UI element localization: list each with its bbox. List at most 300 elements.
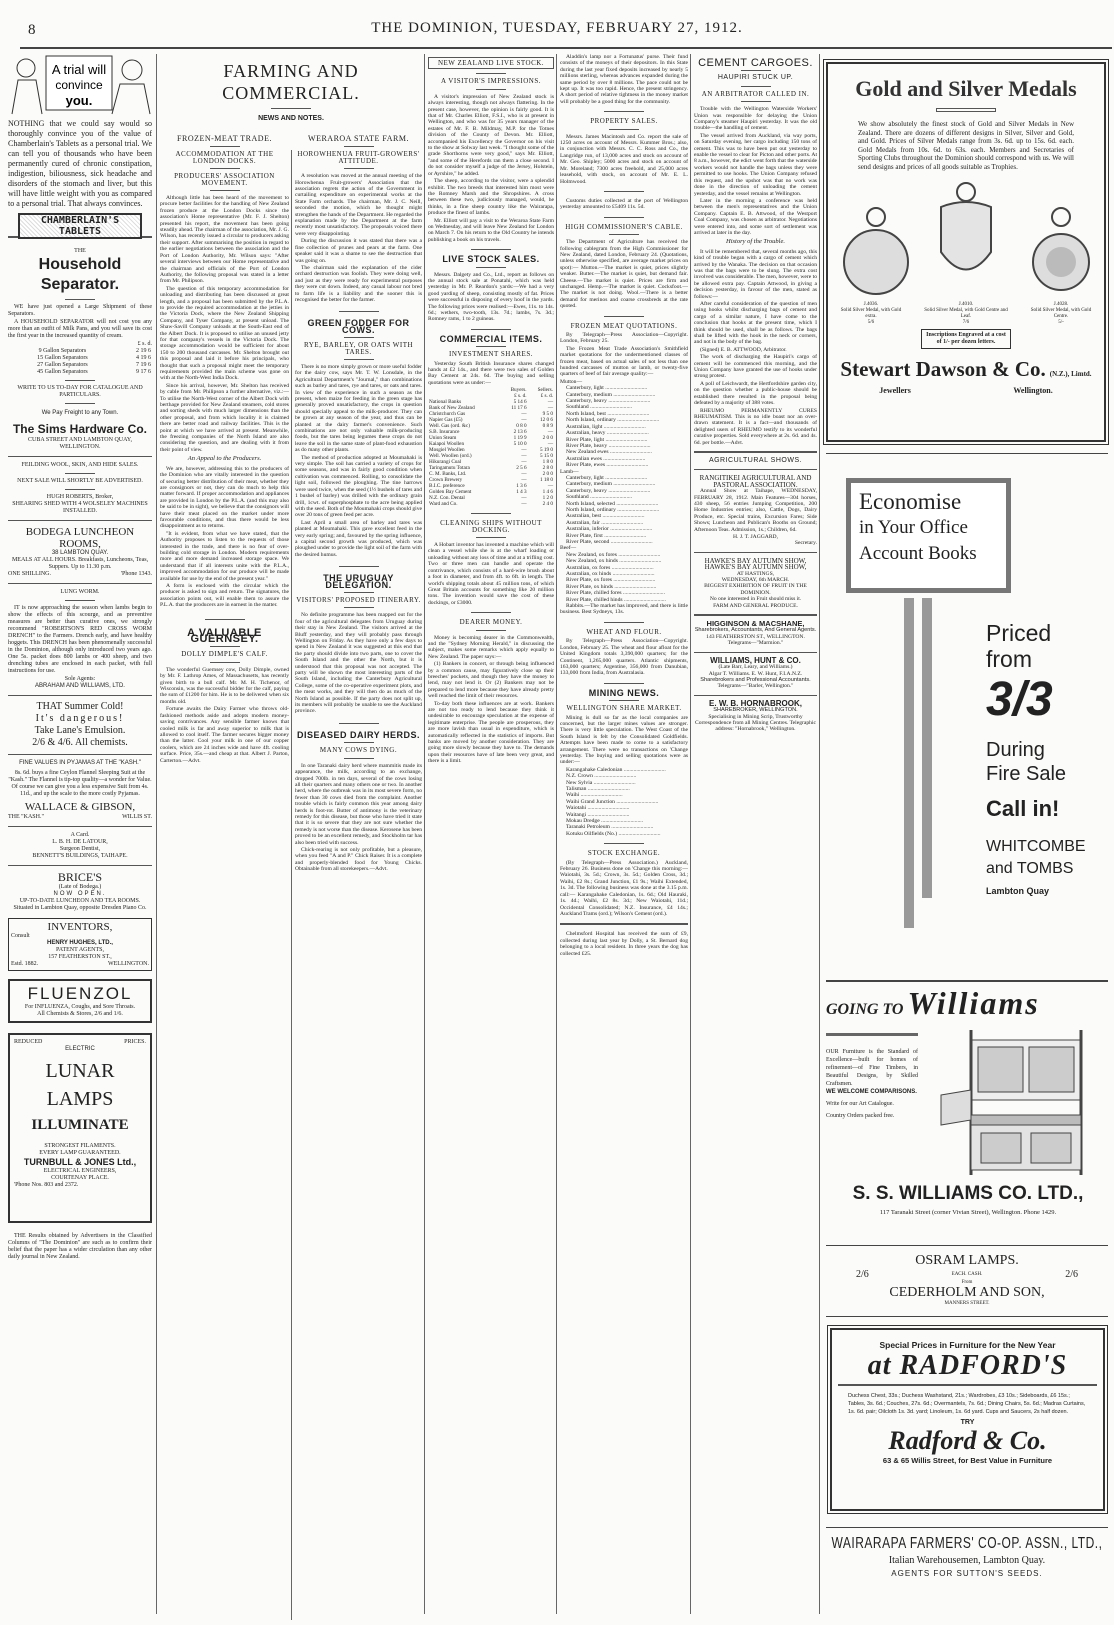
list-item-label: Australian, heavy <box>566 430 606 437</box>
price: 7 19 6 <box>136 362 151 368</box>
list-item-label: Canterbury, medium <box>566 391 612 398</box>
ad-address: 143 FEATHERSTON ST., WELLINGTON. <box>706 633 805 640</box>
article-title: STOCK EXCHANGE. <box>587 849 661 858</box>
sellers: — <box>547 483 553 490</box>
list-item-label: River Plate, chilled hinds <box>566 596 623 603</box>
paragraph: Fortune awaits the Dairy Farmer who throws old-fashioned methods aside and adopts modern money-saving contrivances. Any sensible farmer knows that cooled milk is far and away superior to milk that is allowed to cool itself. The farmer secures bigger money than the latter. Cool your milk in one of our copper coolers, which are 24 inches wide and have 4ft. cooling surface. Price, 35s.—and cheap at that. Albert J. Parton, Carterton.—Advt. <box>160 706 289 764</box>
sellers: 5 15 0 <box>540 453 553 460</box>
ad-text: PRICES. <box>124 1039 146 1045</box>
ad-open: NOW OPEN. <box>53 891 107 897</box>
paragraph: A form is enclosed with the circular which the producer is asked to sign and return. The signatures, the association points out, will enable them to assure the P.L.A. that the producers are in earnest in the matter. <box>160 583 289 609</box>
column-livestock <box>428 54 554 1622</box>
list-item-label: River Plate, first <box>566 532 603 539</box>
item: 27 Gallon Separators <box>37 362 88 368</box>
paragraph: The vessel arrived from Auckland, via way ports, on Saturday evening, her cargo including 150 tons of cement. This was to have been put out yesterday to enable the vessel to clear for Picton and other ports. At 8 a.m., however, the edict went forth that the waterside workers would not handle the bags unless they were permitted to use hooks. The Union Company refused this request, and the upshot was that no work was done in the direction of unloading the cement yesterday, and the vessel remains at Wellington. <box>694 132 817 197</box>
article-subtitle: HAUPIRI STUCK UP. <box>717 74 794 82</box>
ad-text: Write for our Art Catalogue. <box>826 1101 894 1107</box>
ad-text: During <box>986 739 1045 761</box>
article-subtitle: INVESTMENT SHARES. <box>449 350 533 359</box>
article-title: WERAROA STATE FARM. <box>308 134 409 143</box>
article-title: MINING NEWS. <box>588 687 660 698</box>
ad-body: For INFLUENZA, Coughs, and Sore Throats. <box>24 1004 136 1010</box>
ad-estd: Estd. 1882. <box>11 961 39 967</box>
list-item-label: North Island, ordinary <box>566 506 616 513</box>
furniture-settle-illustration-icon <box>936 1025 1106 1175</box>
williams-hunt-ad <box>694 655 817 690</box>
ad-role: Sharebrokers and Professional Accountants. <box>700 676 811 683</box>
list-item: Australian, ox hinds .............................. <box>566 571 655 578</box>
ad-price: ONE SHILLING. <box>8 571 51 577</box>
article-title: AGRICULTURAL SHOWS. <box>708 456 803 464</box>
ad-role: Sharebrokers, Accountants, And General Agents. <box>694 627 817 634</box>
list-item: Taranaki Petroleum .............................. <box>566 824 654 831</box>
article-title: DEARER MONEY. <box>459 618 523 627</box>
ad-location: Situated in Lambton Quay, opposite Dresden Piano Co. <box>13 905 147 911</box>
paragraph: The question of this temporary accommodation for unloading and distributing has been discussed at great length, and a proposal has been submitted by the P.L.A. to provide the required accommodation at the jetties in the Victoria Dock, where the New Zealand Shipping Company, and Tyser Company, at present unload. The Shaw-Savill Company unloads at the South-East end of the Albert Dock. It is proposed to utilise an unused jetty for that company's vessels in the Victoria Dock. The storage accommodation would be sufficient for about 150 to 200 thousand carcasses. Mr. Shelton brought out this proposal and laid it before his principals, who thought that such a proposal might meet the temporary requirements provided the main scheme was gone on with at the North-West India Dock. <box>160 285 289 382</box>
ad-line: 2/6 & 4/6. All chemists. <box>32 737 128 748</box>
list-item: Canterbury, light .............................. <box>566 385 648 392</box>
article-title: LIVE STOCK SALES. <box>442 254 540 265</box>
sign-text: Account Books <box>859 543 977 564</box>
buyers: 2 5 6 <box>516 465 527 472</box>
divider <box>8 520 152 521</box>
separator-price-table <box>8 348 152 376</box>
share-name: B.I.C. preference <box>429 483 465 490</box>
list-item-label: Canterbury, heavy <box>566 398 607 405</box>
list-item-label: Mokau Dredge <box>566 818 600 825</box>
article-subtitle: PRODUCERS' ASSOCIATION MOVEMENT. <box>174 172 275 187</box>
buyers: 5 14 6 <box>513 399 527 406</box>
article-title: A VALUABLE GUERNSEY. <box>187 626 262 646</box>
sellers: — <box>547 429 553 436</box>
paragraph: In one Taranaki dairy herd where mammitis made its appearance, the milk, according to an exchange, dropped 700lb. in ten days, several of the cows losing all their quarters and many others one or two. In another herd, where the outbreak was in its most severe form, no fewer than 30 cows died from the complaint. Another trouble which is fairly common this year among dairy herds is foot-rot. Butter of antimony is the veterinary remedy for this disease, but those who have tried it state that it is so severe that they are not sure whether the remedy is not worse than the disease. Kerosene has been proved to be an excellent remedy, and Stockholm tar has also been tried with success. <box>295 762 422 846</box>
ad-text: AT HASTINGS, <box>736 570 775 577</box>
buyers: — <box>521 459 527 466</box>
list-item-label: N.Z. Crown <box>566 773 593 780</box>
brices-ad <box>8 871 152 912</box>
list-item: River Plate, first .............................. <box>566 532 647 539</box>
article-title: PROPERTY SALES. <box>590 117 658 126</box>
list-item-label: Southland <box>566 494 589 501</box>
ad-body: Duchess Chest, 33s.; Duchess Washstand, 21s.; Wardrobes, £3 10s.; Sideboards, £6 15s.; Tables, 3s. 6d.; Couches, 27s. 6d.; Overmantels, 7s. 6d.; Dining Chairs, 5s. 6d.; Madras Curtains, 1s. 6d. pair; Oilcloth 1s. 3d. yard; Linoleum, 1s. 6d yard. Cups and Saucers, 2s half dozen. <box>848 1393 1086 1415</box>
list-item: Talisman .............................. <box>566 786 630 792</box>
hornabrook-ad <box>694 698 817 733</box>
ad-company: HENRY HUGHES, LTD., <box>47 940 113 946</box>
sellers: 1 2 0 <box>542 495 553 502</box>
left-ad-column <box>8 54 152 1624</box>
buyers: 1 19 9 <box>513 435 527 442</box>
list-item: North Island, selected .............................. <box>566 500 659 507</box>
ad-freight: We Pay Freight to any Town. <box>41 410 119 416</box>
inscriptions-note: Inscriptions Engraved at a cost of 1/- per dozen letters. <box>921 329 1011 349</box>
ad-name: L. B. H. DE LATOUR, <box>52 839 108 845</box>
ad-agents: ABRAHAM AND WILLIAMS, LTD. <box>35 683 125 689</box>
ad-text: WE WELCOME COMPARISONS. <box>826 1089 917 1095</box>
ad-body: OUR Furniture is the Standard of Excellence—built for homes of refinement—of Fine Timbers, in Beautiful Designs, by Skilled Craftsmen. <box>826 1049 918 1087</box>
quotation-list <box>560 385 688 468</box>
chamberlain-logo: CHAMBERLAIN'S TABLETS <box>18 213 142 239</box>
ad-text: NEXT SALE WILL SHORTLY BE ADVERTISED. <box>17 478 143 484</box>
ad-text: GOING TO <box>826 1001 904 1018</box>
farming-section-header <box>160 60 422 122</box>
share-name: Well. Woollen (ord.) <box>429 453 472 460</box>
ad-label: Sole Agents: <box>64 676 96 682</box>
ad-line: It's dangerous! <box>35 713 125 724</box>
list-item-label: Australian, fair <box>566 519 600 526</box>
ad-price: 2/6 <box>856 1269 869 1280</box>
list-item-label: Australian, best <box>566 513 602 520</box>
buyers: 5 10 0 <box>513 441 527 448</box>
list-item-label: River Plate, ewes <box>566 462 605 469</box>
column-weraroa <box>295 133 422 1623</box>
column-cement <box>694 54 817 1622</box>
ad-cta: WRITE TO US TO-DAY FOR CATALOGUE AND PARTICULARS. <box>17 385 143 398</box>
article-title: COMMERCIAL ITEMS. <box>439 333 543 344</box>
sellers: — <box>547 399 553 406</box>
list-item: New Zealand, ox fores .............................. <box>566 551 661 558</box>
page-number: 8 <box>28 22 36 38</box>
paragraph: Mr. Elliott will pay a visit to the Weraroa State Farm on Wednesday, and will leave New Zealand for London on March 7. On his return to the Old Country he intends publishing a book on his travels. <box>428 217 554 243</box>
list-item: Kotuku Oilfields (No.) .............................. <box>566 830 661 837</box>
article-title: HIGH COMMISSIONER'S CABLE. <box>565 222 683 231</box>
ad-text: ELECTRICAL ENGINEERS, <box>43 1168 117 1174</box>
paragraph: A visitor's impression of New Zealand stock is always interesting, though not always flattering. In the present case, however, the opinion is fairly good. It is that of Mr. Charles Elliott, F.S.I., who is at present in Wellington, and who was for 35 years manager of the estates of Mr. F. B. Mildmay, M.P. for the Totnes division of the County of Devon. Mr. Elliott, accompanied his Excellency the Governor on his visit to the show at Solway last week. "I thought some of the grade Shorthorns were very good," says Mr. Elliott, "and some of the Herefords ran them a close second. I do not consider myself a judge of the Jersey, Holstein, or Ayrshire," he added. <box>428 93 554 177</box>
article-body: The Frozen Meat Trade Association's Smithfield market quotations for the undermentioned classes of frozen meat, based on actual sales of not less than one hundred carcasses of mutton or lamb, or twenty-five quarters of beef of fair average quality:— <box>560 345 688 378</box>
article-body <box>160 667 289 764</box>
paragraph: Trouble with the Wellington Waterside Workers' Union was responsible for delaying the Union Company's steamer Haupiri yesterday. It was the old trouble—the handling of cement. <box>694 106 817 132</box>
medal-item <box>921 302 1011 349</box>
lungworm-ad <box>8 589 152 690</box>
ad-intro: WE have just opened a Large Shipment of these Separators. <box>8 304 152 317</box>
list-item-label: River Plate, chilled fores <box>566 590 622 597</box>
share-name: Crown Brewery <box>429 477 463 484</box>
divider <box>8 695 152 696</box>
list-item: New Zealand ewes .............................. <box>566 449 652 456</box>
list-item: Waiotahi .............................. <box>566 805 630 812</box>
buyers: — <box>521 495 527 502</box>
sellers: 1 8 0 <box>542 459 553 466</box>
article-body <box>428 94 554 243</box>
paragraph: "It is evident, from what we have stated, that the Authority proposes to listen to the requests of those interested in the trade, and there is no fear of over-building cold storage in London. Modern requirements more and more demand increased storage space. We understand that if all interests unite with the P.L.A., improved accommodation for our produce will be made available for use by the end of the present year." <box>160 530 289 582</box>
paragraph: (1) Bankers in concert, or through being influenced by a common cause, may figuratively close up their breeches' pockets, and though they have the money to lend, may not lend it. Or (2) Bankers may not be prepared to lend more because they have already pretty well reached the limit of their resources. <box>428 661 554 700</box>
sign-post-icon <box>922 598 932 898</box>
list-item: River Plate, heavy .............................. <box>566 442 651 449</box>
article-body: Messrs. James Macintosh and Co. report the sale of 1250 acres on account of Messrs. Kummer Bros.; also, in conjunction with Messrs. C. C. Ross and Co., the Langridge run, of 13,000 acres and stock on account of Mr. Geo. Shipley; 5000 acres and stock on account of Mr. Moreland; 7300 acres freehold, and 25,000 acres leasehold, with stock, on account of Mr. E. L. Holmwood. <box>560 133 688 185</box>
ad-text: WEDNESDAY, 6th MARCH. <box>721 577 790 584</box>
sellers: 0 8 9 <box>542 423 553 430</box>
share-name: Bank of New Zealand <box>429 405 475 412</box>
ad-title: HAWKE'S BAY AUTUMN SHOW, <box>704 563 807 572</box>
list-item-label: Southland <box>566 404 589 411</box>
article-subhead: History of the Trouble. <box>726 238 785 246</box>
paragraph: Since his arrival, however, Mr. Shelton has received by cable from Mr. Philipson a further alternative, viz.:—To utilise the North-West corner of the Albert Dock with berthage provided for New Zealand steamers, cold stores and sorting sheds with much larger dimensions than the other proposal, and from which locality it is claimed there are better road and railway facilities. This is the point at which we have arrived at present. Meanwhile, the freezing companies of the North Island are also considering the question, and are dealing with it from their point of view. <box>160 382 289 453</box>
rangitikei-ad <box>694 475 817 546</box>
masthead-title: THE DOMINION, TUESDAY, FEBRUARY 27, 1912. <box>371 20 743 36</box>
svg-text:convince: convince <box>55 78 103 92</box>
section-title: FARMING AND COMMERCIAL. <box>222 61 360 103</box>
list-item: Southland .............................. <box>566 494 633 501</box>
list-item: Australian, best .............................. <box>566 513 645 520</box>
ad-text: Fire Sale <box>986 763 1067 785</box>
paragraph: RHEUMO PERMANENTLY CURES RHEUMATISM. This is no idle boast nor an over-drawn statement. It is a fact—and thousands of delighted users of RHEUMO testify to its wonderful curative properties. Sold everywhere at 2s. 6d. and 4s. 6d. per bottle.—Advt. <box>694 407 817 446</box>
ad-role: PATENT AGENTS, <box>55 947 104 953</box>
list-item: River Plate, ewes .............................. <box>566 462 649 469</box>
ad-company: and TOMBS <box>986 860 1074 877</box>
ad-address: 157 FEATHERSTON ST., <box>48 954 112 960</box>
results-notice: THE Results obtained by Advertisers in the Classified Columns of "The Dominion" are such as to confirm their belief that the paper has a wider circulation than any other daily journal in New Zealand. <box>8 1233 152 1260</box>
paragraph: There is no more simply grown or more useful fodder for the dairy cow, says Mr. T. W. Lonsdale, in the Agricultural Department's "Journal," than combinations such as barley and tares, rye and tares, or oats and tares. In view of the experience in such a season as the present, when maize for feeding in the green stage has generally proved unsatisfactory, the crops in question should specially appeal to the milk-producer. They can be grown at any season of the year, and thus can be planted at the dairy farmer's convenience. Such combinations are not only valuable milk-producing foods, but the tares being legumes these crops do not leave the soil in the same state of plant-food exhaustion as do many other plants. <box>295 363 422 454</box>
medal-price: 7/6 <box>962 320 970 325</box>
paragraph: To-day both these influences are at work. Bankers are not too ready to lend because they think it undesirable to encourage speculation at the expense of legitimate enterprise. The people are prosperous, they are more lavish than usual in expenditure, which is automatically reflected in the statistics of imports. But banks are moved by another consideration. They are going more slowly because they have to. The demands upon their resources have of late been very great, and there is a limit. <box>428 700 554 765</box>
chamberlain-ad <box>8 54 152 237</box>
paragraph: The method of production adopted at Moumahaki is very simple. The soil has carried a variety of crops for some seasons, and was in fairly good condition when cultivation was commenced. Rolling, to consolidate the light soil, followed the ploughing. The tine harrows were used twice, when the seed (1½ bushels of tares and 1 bushel of barley) was drilled with the ordinary grain drill, 1cwt. of superphosphate to the acre being applied with the seed. Both of the Moumahaki crops should give over 20 tons of green feed per acre. <box>295 454 422 519</box>
article-title: FROZEN MEAT QUOTATIONS. <box>570 321 678 330</box>
sellers: 2 0 0 <box>542 471 553 478</box>
ss-williams-ad <box>826 985 1110 1230</box>
economise-sign <box>846 478 1011 593</box>
list-item: Waihi .............................. <box>566 792 623 799</box>
paragraph: No definite programme has been mapped out for the four of the agricultural delegates from Uruguay during their stay in New Zealand. The visitors arrived at the Bluff yesterday, and they will probably pass through Wellington on Friday. As they have only a few days to spend in New Zealand it was suggested at this end that the party should divide into two parts, one to cover the South Island and the other the North, but it is understood that this proposal was not accepted. The party will be shown the most interesting parts of the South Island, including the Canterbury Agricultural College, some of the co-operative experiment plots, and the meat works, and they will then do as much of the North Island as possible. If the party does not split up, its members will probably be unable to see the Auckland province. <box>295 612 422 715</box>
ad-role: Surgeon Dentist, <box>59 846 101 852</box>
ad-address: BENNETT'S BUILDINGS, TAIHAPE. <box>32 853 128 859</box>
ad-body: MEALS AT ALL HOURS. Breakfasts, Luncheons, Teas, Suppers. Up to 11.30 p.m. <box>11 557 149 570</box>
wairarapa-farmers-ad <box>826 1535 1108 1595</box>
list-item: Australian, inferior .............................. <box>566 526 653 533</box>
ad-address: 38 LAMBTON QUAY. <box>51 550 109 556</box>
list-item-label: Talisman <box>566 786 587 792</box>
article-body <box>428 635 554 765</box>
price: 4 19 6 <box>136 355 151 361</box>
chamberlain-headline: A trial will <box>51 62 107 77</box>
article-subtitle: ACCOMMODATION AT THE LONDON DOCKS. <box>175 150 274 165</box>
article-body: Chelmsford Hospital has received the sum of £9, collected during last year by Dolly, a St. Bernard dog belonging to a local resident. In three years the dog has collected £25. <box>560 931 688 957</box>
list-item-label: North Island, ordinary <box>566 417 616 424</box>
column-rule <box>291 150 292 1620</box>
ad-body: A HOUSEHOLD SEPARATOR will not cost you any more than an outfit of Milk Pans, and you will save its cost the first year in the increased quantity of cream. <box>8 319 152 339</box>
article-subtitle: HOROWHENUA FRUIT-GROWERS' ATTITUDE. <box>297 150 420 165</box>
list-item-label: North Island, best <box>566 410 606 417</box>
ad-title: FEILDING WOOL, SKIN, AND HIDE SALES. <box>21 462 139 468</box>
ad-title: OSRAM LAMPS. <box>915 1253 1019 1268</box>
whitcombe-tombs-ad <box>826 460 1108 980</box>
list-item: Canterbury, heavy .............................. <box>566 398 651 405</box>
hawkes-bay-ad <box>694 558 817 609</box>
ad-company: TURNBULL & JONES Ltd., <box>23 1157 137 1167</box>
item: 15 Gallon Separators <box>37 355 88 361</box>
list-item: Waitangi .............................. <box>566 811 630 818</box>
medal-price: 5/6 <box>867 320 875 325</box>
ad-title: BODEGA LUNCHEON ROOMS, <box>25 526 135 550</box>
list-item-label: Canterbury, heavy <box>566 487 607 494</box>
article-body <box>694 249 817 446</box>
ad-text: BIGGEST EXHIBITION OF FRUIT IN THE DOMINION. <box>704 583 807 596</box>
ad-text: FARM AND GENERAL PRODUCE. <box>713 602 798 609</box>
ad-kicker: A Card. <box>70 832 90 838</box>
article-body: Customs duties collected at the port of Wellington yesterday amounted to £5409 11s. 5d. <box>560 197 688 211</box>
list-item: River Plate, second .............................. <box>566 539 653 545</box>
ad-text: COURTENAY PLACE. <box>51 1175 109 1181</box>
paragraph: A poll of Leichwardt, the Hertfordshire garden city, on the question whether a public-house should be established there resulted in the proposal being defeated by a majority of 388 votes. <box>694 380 817 407</box>
share-name: S.B. Insurance <box>429 429 460 436</box>
list-item: Australian, heavy .............................. <box>566 430 649 437</box>
list-item-label: New Zealand ewes <box>566 449 609 456</box>
article-body <box>160 466 289 609</box>
article-body <box>160 195 289 453</box>
article-title: DISEASED DAIRY HERDS. <box>296 729 421 740</box>
ad-headline: LUNAR <box>45 1060 115 1082</box>
list-item-label: New Sylvia <box>566 779 593 786</box>
ad-body: Specialising in Mining Scrip, Trustworthy Correspondence from all Mining Centres. Telegraphic address: "Hornabrook," Wellington. <box>695 713 816 733</box>
ad-role: SHAREBROKER, WELLINGTON. <box>713 707 798 714</box>
column-rule <box>819 54 820 1614</box>
section-subtitle: NEWS AND NOTES. <box>258 115 324 122</box>
latour-ad <box>8 832 152 860</box>
ad-broker: HUGH ROBERTS, Broker, <box>46 494 114 500</box>
medal-desc: Solid Silver Medal, with Gold Centre. <box>1030 308 1092 319</box>
list-label: Beef— <box>560 545 577 552</box>
investment-shares-table <box>428 387 554 507</box>
ad-title: BRICE'S <box>57 870 103 884</box>
ad-body: IT is now approaching the season when lambs begin to show the effects of this scourge, and as preventive measures are better than curative ones, we strongly recommend "ROBERTSON'S RED CROSS WORM DRENCH" to the Farmers. Drench early, and have healthy hoggets. This DRENCH has been phenomenally successful in the Dominion, although only introduced two years ago. One 5s. packet does 800 lambs or 400 sheep, and two drenching tubes are enclosed in each packet, with full instructions for use. <box>8 605 152 674</box>
share-name: Golden Bay Cement <box>429 489 472 496</box>
list-item: Canterbury, medium .............................. <box>566 391 656 398</box>
list-item-label: Canterbury, light <box>566 474 604 481</box>
divider <box>8 583 152 584</box>
list-item: Mokau Dredge .............................. <box>566 818 644 825</box>
sellers: — <box>547 441 553 448</box>
ad-text: from <box>986 646 1032 672</box>
list-item: North Island, best .............................. <box>566 410 650 417</box>
ad-company: Stewart Dawson & Co. <box>840 357 1046 381</box>
quotation-list <box>560 767 688 837</box>
list-item-label: Waitangi <box>566 811 587 818</box>
ad-price: 2/6 <box>1065 1269 1078 1280</box>
list-item-label: River Plate, heavy <box>566 442 608 449</box>
sellers: 9 5 0 <box>542 411 553 418</box>
column-rule <box>556 54 557 1614</box>
buyers: — <box>521 501 527 508</box>
sellers: — <box>547 405 553 412</box>
price-row <box>8 348 152 355</box>
ad-text: ELECTRIC <box>65 1046 95 1052</box>
sellers: 2 8 0 <box>542 465 553 472</box>
fluenzol-ad <box>8 979 152 1023</box>
paragraph: The wonderful Guernsey cow, Dolly Dimple, owned by Mr. F. Lathrop Ames, of Massachusetts, has recently given birth to a bull calf. Mr. M. H. Tichenor, of Wisconsin, was the successful bidder for the calf, paying the sum of £1200 for him. He is to be delivered when six months old. <box>160 666 289 705</box>
medal-desc: Solid Silver Medal, with Gold Centre and Leaf. <box>924 308 1008 319</box>
ad-title: LUNG WORM. <box>60 589 100 595</box>
medal-code: J.4010. <box>958 302 974 307</box>
ad-company: WILLIAMS, HUNT & CO. <box>710 655 801 665</box>
list-item-label: Australian, light <box>566 423 603 430</box>
ad-headline: ILLUMINATE <box>31 1117 129 1133</box>
ad-title: HAWKE'S BAY AUTUMN SHOW, <box>704 556 807 565</box>
table-row <box>428 501 554 507</box>
ad-tele: Telegrams—"Barler, Wellington." <box>717 683 794 690</box>
column-markets <box>560 54 688 1622</box>
ad-company: WAIRARAPA FARMERS' CO-OP. ASSN., LTD., <box>831 1533 1103 1553</box>
buyers: 0 8 0 <box>516 423 527 430</box>
price: 9 17 6 <box>136 369 151 375</box>
share-name: Taringamutu Totara <box>429 465 470 472</box>
medal-illustrations-icon <box>831 177 1101 297</box>
article-subtitle: VISITORS' PROPOSED ITINERARY. <box>296 595 421 604</box>
share-name: Christchurch Gas <box>429 411 466 418</box>
ad-text: EVERY LAMP GUARANTEED. <box>39 1150 121 1156</box>
article-subtitle: RYE, BARLEY, OR OATS WITH TARES. <box>303 341 414 356</box>
ad-cta: Call in! <box>986 796 1060 821</box>
ad-headline: Special Prices in Furniture for the New Year <box>879 1340 1056 1350</box>
buyers: 1 4 3 <box>516 489 527 496</box>
ad-text: AGENTS FOR SUTTON'S SEEDS. <box>891 1569 1043 1578</box>
ad-title: at RADFORD'S <box>867 1350 1068 1381</box>
osram-lamps-ad <box>826 1253 1108 1313</box>
list-item-label: Karangahake Caledonian <box>566 766 623 773</box>
ad-text: UP-TO-DATE LUNCHEON AND TEA ROOMS. <box>19 898 141 904</box>
buyers: — <box>521 453 527 460</box>
ad-line: THAT Summer Cold! <box>36 701 124 712</box>
paragraph: A resolution was moved at the annual meeting of the Horowhenua Fruit-growers' Association that the association regrets the action of the Government in curtailing expenditure on experimental works at the State Farm orchards. The chairman, Mr. J. C. Neill, seconded the motion, which he thought might strengthen the hands of the Department. He regarded the explanation made by the Department at the farm recently most unsatisfactory. The proposals voiced there were very disappointing. <box>295 173 422 237</box>
ad-title: FLUENZOL <box>27 984 133 1003</box>
article-body <box>295 763 422 873</box>
article-body: Mining is dull so far as the local companies are concerned, but the larger mines values are stronger. There is very little speculation. The West Coast of the South Island is felt by the Consolidated Goldfields. Attempts have been made to come to a satisfactory arrangement. There were no transactions on 'Change yesterday. The buying and selling quotations were as under:— <box>560 714 688 766</box>
article-body: By Telegraph—Press Association—Copyright. London, February 25. The wheat and flour afloat for the United Kingdom totals 3,390,000 quarters; for the Continent, 1,265,000 quarters. Atlantic shipments, 163,000 quarters; Argentine, 356,000 from Danubian, 133,000 from India, from Australasia. <box>560 638 688 677</box>
list-item: New Zealand, ox hinds .............................. <box>566 558 662 565</box>
article-body: The Department of Agriculture has received the following cablegram from the High Commissioner for New Zealand, dated London, February 24. (Quotations, unless otherwise specified, are average market prices on spot):— Mutton.—The market is quiet, prices slightly weaker. Butter.—The market is quiet, but demand fair. Cheese.—The market is quiet. Prices are firm and unchanged. Hemp.—The market is quiet. Cocksfoot.—The market is not doing. Wool.—There is a better demand for merinos and coarse crossbreds at the rate quoted. <box>560 239 688 310</box>
list-item-label: Waiotahi <box>566 805 587 812</box>
unit-label: £ s. d. <box>540 393 553 400</box>
ad-title: Household Separator. <box>38 256 122 293</box>
ad-body: Annual Show at Taihape, WEDNESDAY, FEBRUARY 28, 1912. Main Features—304 horses, 430 sheep, 56 entries Jumping Competition, 200 Home Industries entries; also, Cattle, Dogs, Dairy Produce, etc. Special trains, Excursion Fares; Side Shows; Luncheon and Publican's Booths on Ground; Afternoon Teas. Admission, 1s.; Children, 6d. <box>694 488 817 533</box>
pyjamas-ad <box>8 760 152 821</box>
paragraph: After careful consideration of the question of men using hooks whilst discharging bags of cement and cargo of a similar nature, I have come to the conclusion that hooks at the present time, which I think should be used, shall be as follows. The bags shall be lifted with the hook in the neck or corners, and not in the body of the bag. <box>694 301 817 346</box>
paragraph: The chairman said the explanation of the cider orchard destruction was foolish. They were doing well, and just as they were ready for experimental purposes they were cut down. Indeed, any casual labour not bred to farm life is a liability and the sooner this is recognised the better for the farmer. <box>295 264 422 303</box>
paragraph: It will be remembered that, several months ago, this kind of trouble began with a cargo of cement which arrived by the Wanaka. The decision on that occasion was that the bags were to be slung. The extra cost involved was considerable. The men, however, were to be allowed extra pay. Captain Attwood, in giving a decision yesterday, in favour of the men, stated as follows:— <box>694 248 817 300</box>
article-body <box>295 612 422 715</box>
ad-title: Williams <box>907 985 1040 1021</box>
article-subhead: An Appeal to the Producers. <box>187 455 262 463</box>
list-item: Canterbury, medium .............................. <box>566 481 656 488</box>
paragraph: Chick-rearing is not only profitable, but a pleasure, when you feed "A and P." Chick Raiser. It is a complete and properly-blended food for Young Chicks. Obtainable from all storekeepers.—Advt. <box>295 846 422 873</box>
buyers: 1 3 6 <box>516 483 527 490</box>
buyers: — <box>521 447 527 454</box>
higginson-ad <box>694 621 817 647</box>
list-item-label: New Zealand, ox hinds <box>566 558 618 565</box>
article-body: A Hobart inventor has invented a machine which will clean a vessel while she is at the wharf loading or unloading without any loss of time and at a trifling cost. Two or three men can handle and operate the contrivance, which consists of a hard-wire brush about a foot in diameter, and from 4ft. to 6ft. in length. The world's shipping totals about 45 million tons, of which Great Britain accounts for something like 20 million tons. The invention would save the cost of these dockings, or £3000. <box>428 542 554 606</box>
list-item-label: New Zealand, ox fores <box>566 551 617 558</box>
share-name: Ward and Co. <box>429 501 458 508</box>
bodega-ad <box>8 526 152 578</box>
ad-city: WELLINGTON. <box>107 961 149 967</box>
paragraph: We are, however, addressing this to the producers of the Dominion who are vitally interested in the question of securing better distribution of their meat, whether they are consignors or not, they can do much to help this matter forward. If proper accommodation and appliances are provided in London by the P.L.A. (and this may also be said to be in sight), we believe that the consignors will have their meat placed on the market under more favourable conditions, and thus there would be less disappointment as to returns. <box>160 465 289 530</box>
ad-headline: LAMPS <box>46 1088 114 1110</box>
list-item-label: Australian, ox fores <box>566 564 611 571</box>
list-item: Southland .............................. <box>566 404 633 411</box>
share-name: Hikurangi Coal <box>429 459 462 466</box>
article-body: Rabbits.—The market has improved, and there is little business. Best Sydneys, 13s. <box>560 603 688 616</box>
column-header: Sellers. <box>537 387 553 394</box>
column-rule <box>424 54 425 1614</box>
price-row <box>8 369 152 376</box>
article-body <box>694 106 817 236</box>
article-body <box>295 173 422 303</box>
list-label: Mutton— <box>560 378 583 385</box>
two-men-illustration-icon <box>8 54 152 116</box>
share-name: National Banks <box>429 399 462 406</box>
list-item: Canterbury, heavy .............................. <box>566 487 651 494</box>
paragraph: Although little has been heard of the movement to procure better facilities for the handling of New Zealand frozen produce at the London Docks since the association's Home representative (Mr. F. J. Shelton) presented his report, the movement has been going steadily ahead. The chairman of the association, Mr. J. G. Wilson, has recently issued a circular to producers asking their support. After summarising the position in regard to the earlier negotiations between the association and the Port of London Authority, Mr. Wilson says: "After several interviews between our Home representative and the chairman and officials of the Port of London Authority, the following proposal was stated in a letter from Mr. Philipson. <box>160 195 289 285</box>
list-item-label: River Plate, ox hinds <box>566 583 613 590</box>
ad-address: Lambton Quay <box>986 886 1050 896</box>
